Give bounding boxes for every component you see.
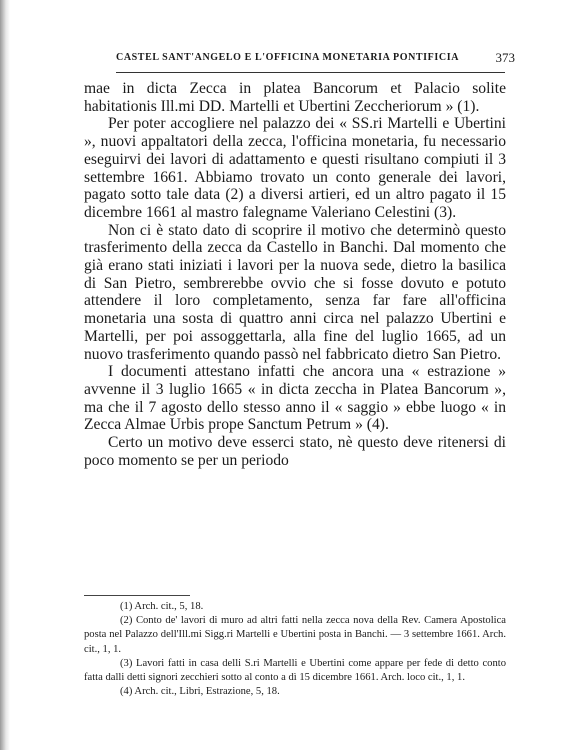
paragraph: Per poter accogliere nel palazzo dei « SS.ri Martelli e Ubertini », nuovi appaltatori della zecca, l'officina monetaria, fu necessario eseguirvi dei lavori di adattamento e questi risultano compiuti il 3 settembre 1661. Abbiamo trovato un conto generale dei lavori, pagato sotto tale data (2) a diversi artieri, ed un altro pagato il 15 dicembre 1661 al mastro falegname Valeriano Celestini (3).: [84, 115, 506, 221]
footnote: (1) Arch. cit., 5, 18.: [120, 601, 204, 612]
footnotes: [84, 600, 506, 699]
page-header: [116, 50, 515, 73]
footnote-divider: [84, 595, 190, 596]
footnote: (3) Lavori fatti in casa delli S.ri Martelli e Ubertini come appare per fede di detto conto fatta dalli detti signori zecchieri sotto al conto a dì 15 dicembre 1661. Arch. loco cit., 1, 1.: [84, 657, 506, 684]
footnote: (2) Conto de' lavori di muro ad altri fatti nella zecca nova della Rev. Camera Apostolica posta nel Palazzo dell'Ill.mi Sigg.ri Martelli e Ubertini posta in Banchi. — 3 settembre 1661. Arch. cit., 1, 1.: [84, 615, 506, 655]
footnote: (4) Arch. cit., Libri, Estrazione, 5, 18.: [120, 686, 280, 698]
paragraph: Certo un motivo deve esserci stato, nè questo deve ritenersi di poco momento se per un periodo: [84, 434, 506, 469]
paragraph: I documenti attestano infatti che ancora una « estrazione » avvenne il 3 luglio 1665 « in dicta zeccha in Platea Bancorum », ma che il 7 agosto dello stesso anno il « saggio » ebbe luogo « in Zecca Almae Urbis prope Sanctum Petrum » (4).: [84, 363, 506, 434]
page-edge-shadow: [0, 0, 10, 750]
main-text: [84, 80, 506, 469]
page-number: 373: [495, 50, 515, 65]
paragraph: mae in dicta Zecca in platea Bancorum et Palacio solite habitationis Ill.mi DD. Martelli et Ubertini Zeccheriorum » (1).: [84, 80, 506, 115]
running-title: CASTEL SANT'ANGELO E L'OFFICINA MONETARIA PONTIFICIA: [116, 52, 460, 63]
paragraph: Non ci è stato dato di scoprire il motivo che determinò questo trasferimento della zecca da Castello in Banchi. Dal momento che già erano stati iniziati i lavori per la nuova sede, dietro la basilica di San Pietro, sembrerebbe ovvio che si fosse dovuto e potuto attendere il loro completamento, senza far fare all'officina monetaria una sosta di quattro anni circa nel palazzo Ubertini e Martelli, per poi assoggettarla, alla fine del luglio 1665, ad un nuovo trasferimento quando passò nel fabbricato dietro San Pietro.: [84, 221, 506, 363]
